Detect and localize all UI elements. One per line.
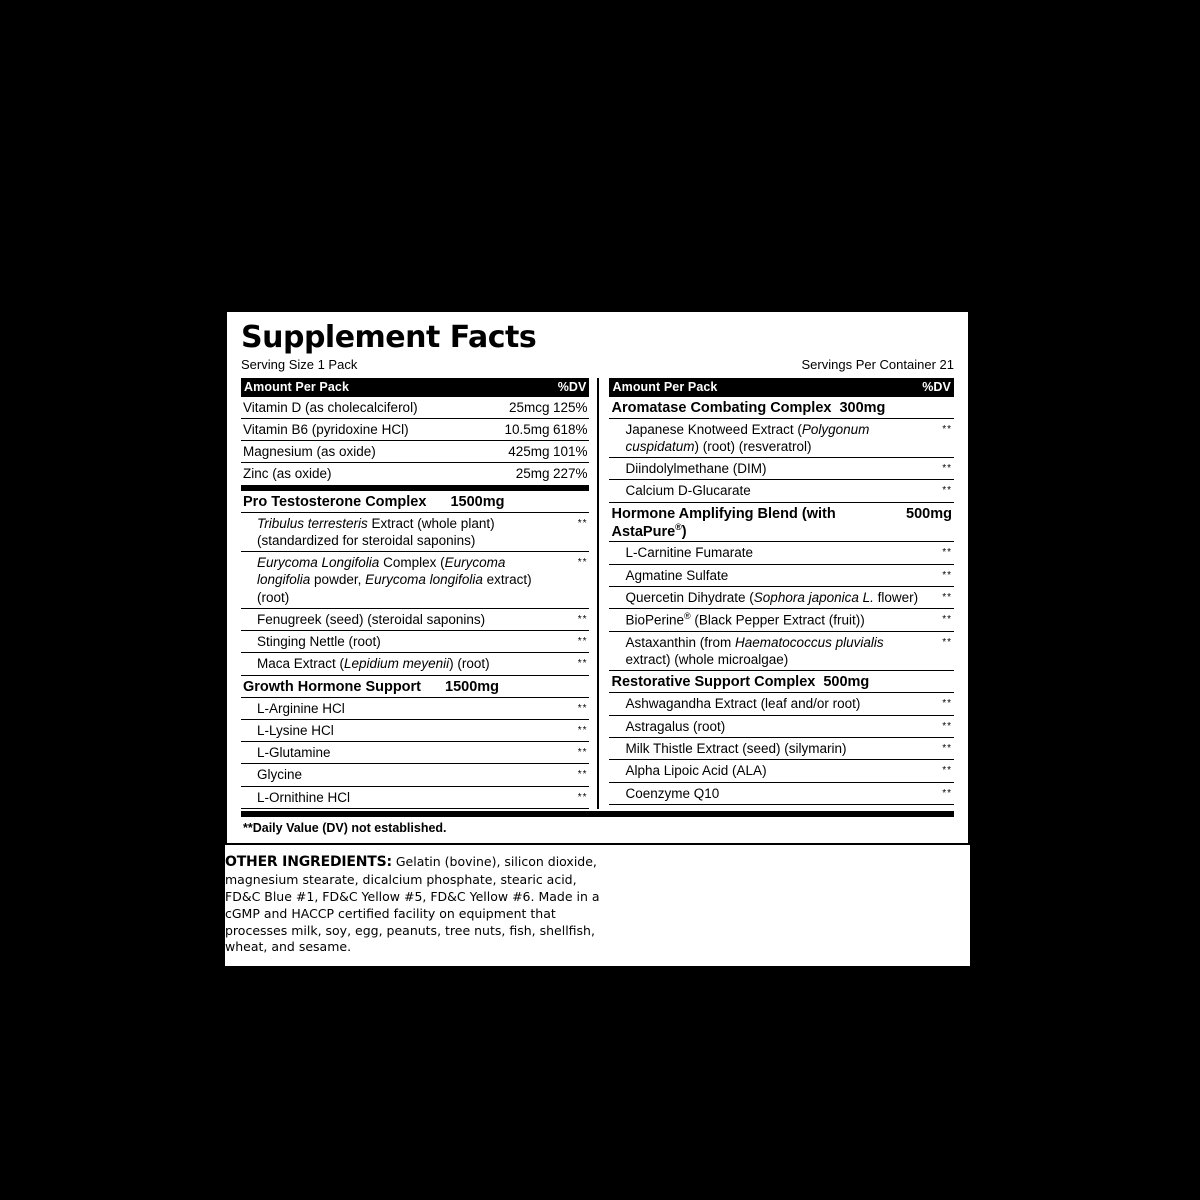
- blend-name: Aromatase Combating Complex: [611, 399, 832, 416]
- table-row: [241, 441, 589, 463]
- ingredient-name: L-Ornithine HCl: [257, 789, 351, 805]
- servings-per-container: Servings Per Container 21: [801, 356, 954, 372]
- ingredient-name: Agmatine Sulfate: [625, 567, 729, 583]
- dv-stars: **: [577, 769, 588, 781]
- ingredient-name: Coenzyme Q10: [625, 785, 720, 801]
- ingredient-name: L-Arginine HCl: [257, 700, 345, 716]
- list-item: [609, 716, 954, 738]
- list-item: [241, 764, 589, 786]
- blend-amount: 300mg: [839, 399, 886, 416]
- dv-stars: **: [942, 743, 952, 755]
- ingredient-name: Stinging Nettle (root): [257, 634, 381, 650]
- blend-header-pro-testosterone: [241, 491, 589, 513]
- list-item: [241, 513, 589, 553]
- dv-stars: **: [942, 569, 952, 581]
- page-title: Supplement Facts: [241, 320, 537, 355]
- dv-stars: **: [577, 613, 588, 625]
- blend-header-growth-hormone: [241, 676, 589, 698]
- list-item: [241, 631, 589, 653]
- supplement-label-panel: [225, 310, 970, 966]
- blend-name: Pro Testosterone Complex: [243, 493, 427, 510]
- nutrient-name: Zinc (as oxide): [243, 466, 332, 482]
- dv-stars: **: [577, 724, 588, 736]
- blend-amount: 500mg: [906, 505, 952, 522]
- dv-stars: **: [942, 423, 952, 435]
- list-item: [241, 720, 589, 742]
- other-ingredients-label: OTHER INGREDIENTS:: [225, 854, 392, 871]
- ingredient-name: Eurycoma Longifolia Complex (Eurycoma longifolia powder, Eurycoma longifolia extract) (root): [257, 555, 532, 605]
- blend-amount: 1500mg: [450, 493, 505, 510]
- dv-stars: **: [577, 658, 588, 670]
- nutrient-amount: 10.5mg: [504, 421, 550, 437]
- dv-stars: **: [942, 614, 952, 626]
- ingredient-name: Astaxanthin (from Haematococcus pluvialis extract) (whole microalgae): [625, 634, 884, 668]
- facts-column-right: [597, 378, 954, 810]
- nutrient-dv: 618%: [552, 421, 588, 437]
- table-row: [241, 419, 589, 441]
- list-item: [609, 609, 954, 632]
- list-item: [241, 742, 589, 764]
- list-item: [609, 480, 954, 502]
- other-ingredients-text: Gelatin (bovine), silicon dioxide, magnesium stearate, dicalcium phosphate, stearic acid, FD&C Blue #1, FD&C Yellow #5, FD&C Yellow #6. Made in a cGMP and HACCP certified facility on equipment that processes milk, soy, egg, peanuts, tree nuts, fish, shellfish, wheat, and sesame.: [225, 854, 600, 955]
- nutrient-dv: 125%: [552, 399, 588, 415]
- facts-column-left: [241, 378, 597, 810]
- dv-stars: **: [577, 636, 588, 648]
- ingredient-name: L-Carnitine Fumarate: [625, 545, 754, 561]
- nutrient-amount: 25mcg: [508, 399, 550, 415]
- other-ingredients-block: [225, 845, 600, 966]
- list-item: [609, 783, 954, 805]
- dv-stars: **: [942, 765, 952, 777]
- supplement-facts-box: [225, 310, 970, 845]
- nutrient-dv: 227%: [552, 466, 588, 482]
- dv-stars: **: [577, 517, 588, 529]
- amount-header-left: Amount Per Pack: [244, 379, 350, 394]
- amount-header-right: Amount Per Pack: [612, 379, 718, 394]
- list-item: [609, 760, 954, 782]
- blend-name: Growth Hormone Support: [243, 678, 422, 695]
- dv-stars: **: [577, 702, 588, 714]
- list-item: [241, 787, 589, 809]
- table-row: [241, 397, 589, 419]
- ingredient-name: L-Glutamine: [257, 745, 331, 761]
- facts-columns: [241, 378, 954, 810]
- list-item: [241, 698, 589, 720]
- ingredient-name: Glycine: [257, 767, 303, 783]
- ingredient-name: Milk Thistle Extract (seed) (silymarin): [625, 741, 847, 757]
- ingredient-name: Alpha Lipoic Acid (ALA): [625, 763, 767, 779]
- dv-stars: **: [942, 698, 952, 710]
- dv-stars: **: [942, 636, 952, 648]
- dv-stars: **: [942, 547, 952, 559]
- dv-stars: **: [577, 747, 588, 759]
- blend-name: Hormone Amplifying Blend (with AstaPure®): [611, 505, 836, 540]
- ingredient-name: Maca Extract (Lepidium meyenii) (root): [257, 656, 490, 672]
- nutrient-name: Vitamin D (as cholecalciferol): [243, 399, 418, 415]
- dv-stars: **: [577, 791, 588, 803]
- ingredient-name: Fenugreek (seed) (steroidal saponins): [257, 611, 486, 627]
- blend-amount: 500mg: [823, 674, 870, 691]
- ingredient-name: Diindolylmethane (DIM): [625, 461, 767, 477]
- list-item: [241, 609, 589, 631]
- blend-header-aromatase: [609, 397, 954, 419]
- dv-header-right: %DV: [922, 379, 951, 394]
- ingredient-name: Japanese Knotweed Extract (Polygonum cuspidatum) (root) (resveratrol): [625, 421, 870, 454]
- nutrient-dv: 101%: [552, 444, 588, 460]
- nutrient-name: Magnesium (as oxide): [243, 444, 376, 460]
- ingredient-name: Ashwagandha Extract (leaf and/or root): [625, 696, 861, 712]
- blend-name: Restorative Support Complex: [611, 674, 816, 691]
- list-item: [609, 419, 954, 459]
- table-row: [241, 463, 589, 484]
- blend-amount: 1500mg: [445, 678, 500, 695]
- list-item: [609, 738, 954, 760]
- serving-size: Serving Size 1 Pack: [241, 356, 358, 372]
- list-item: [609, 632, 954, 672]
- ingredient-name: Astragalus (root): [625, 718, 726, 734]
- daily-value-footnote: **Daily Value (DV) not established.: [243, 821, 447, 836]
- dv-stars: **: [577, 557, 588, 569]
- list-item: [241, 653, 589, 675]
- ingredient-name: Tribulus terresteris Extract (whole plant) (standardized for steroidal saponins): [257, 515, 495, 548]
- nutrient-name: Vitamin B6 (pyridoxine HCl): [243, 421, 409, 437]
- blend-header-hormone-amplifying: [609, 503, 954, 543]
- dv-header-left: %DV: [557, 379, 587, 394]
- dv-stars: **: [942, 787, 952, 799]
- left-column-header: [241, 378, 589, 397]
- list-item: [609, 565, 954, 587]
- ingredient-name: Calcium D-Glucarate: [625, 483, 751, 499]
- dv-stars: **: [942, 463, 952, 475]
- nutrient-amount: 25mg: [515, 466, 550, 482]
- list-item: [609, 458, 954, 480]
- dv-stars: **: [942, 591, 952, 603]
- footnote-divider: [241, 811, 954, 837]
- dv-stars: **: [942, 485, 952, 497]
- serving-info-row: [241, 357, 954, 376]
- ingredient-name: Quercetin Dihydrate (Sophora japonica L. flower): [625, 589, 919, 605]
- list-item: [609, 542, 954, 564]
- right-column-header: [609, 378, 954, 397]
- nutrient-amount: 425mg: [508, 444, 550, 460]
- blend-header-restorative: [609, 671, 954, 693]
- ingredient-name: L-Lysine HCl: [257, 722, 334, 738]
- ingredient-name: BioPerine® (Black Pepper Extract (fruit)): [625, 611, 865, 628]
- list-item: [609, 587, 954, 609]
- list-item: [609, 693, 954, 715]
- list-item: [241, 552, 589, 609]
- dv-stars: **: [942, 720, 952, 732]
